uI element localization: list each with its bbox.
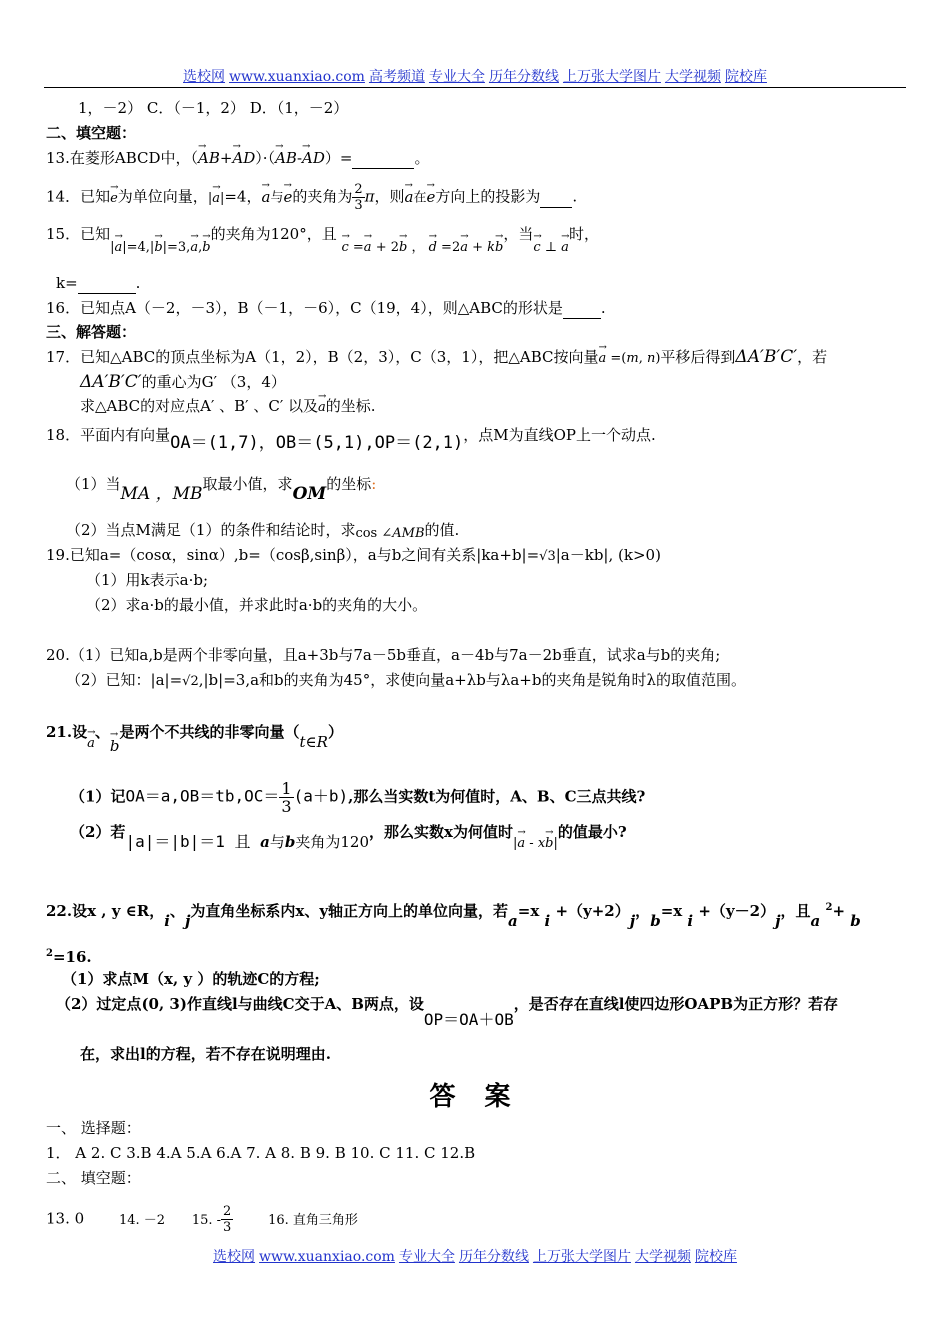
q18-vector-equation: OA＝(1,7)，OB＝(5,1),OP＝(2,1)	[170, 433, 464, 453]
footer-link-photos[interactable]: 上万张大学图片	[532, 1249, 631, 1265]
sqrt-three: √3	[539, 549, 556, 564]
answer-section-choice: 一、 选择题：	[46, 1119, 141, 1137]
question-17-line3	[80, 396, 376, 418]
q14-text-d: 的夹角为	[292, 187, 353, 206]
q13-text-b: ）·（	[255, 149, 276, 167]
question-21-part2: （2）若|a|＝|b|＝1 且 a与b夹角为120，那么实数x为何值时|→ a - x→ b|的值最小?	[70, 822, 627, 844]
header-link-xuanxiao[interactable]: 选校网	[183, 69, 226, 85]
q14-text-e: ，则	[374, 187, 405, 206]
q15-k-line: k= .	[56, 274, 141, 292]
fraction-one-third: $\frac{1}{3}$	[281, 779, 292, 816]
question-21-part1: （1）记OA＝a,OB＝tb,OC＝ $\frac{1}{3}$ (a＋b),那么当实数t为何值时，A、B、C三点共线?	[70, 779, 646, 816]
q21-text-a: 21.设	[46, 723, 88, 741]
question-20-part2	[66, 670, 746, 692]
vector-e: → e	[283, 187, 292, 207]
q17-text-a: 17．已知△ABC的顶点坐标为A（1，2），B（2，3），C（3，1），把△ABC按向量	[46, 348, 599, 366]
vector-ad: → AD	[232, 148, 255, 168]
vector-e: → e	[426, 187, 435, 207]
q15-text-c: ，当	[503, 225, 534, 243]
answer-blank[interactable]	[78, 273, 136, 294]
header-link-majors[interactable]: 专业大全	[428, 69, 485, 85]
q15-k-label: k=	[56, 274, 78, 292]
fraction-two-thirds: $\frac{2}{3}$	[223, 1204, 232, 1235]
answer-16: 16. 直角三角形	[268, 1212, 358, 1228]
answer-13: 13. 0	[46, 1209, 85, 1228]
pi-symbol: π	[364, 187, 375, 206]
q21-text-f: （2）若	[70, 823, 126, 841]
answer-blank[interactable]	[352, 148, 414, 169]
q21-text-d: （1）记	[70, 787, 126, 806]
q21-text-h: 的值最小?	[557, 823, 627, 841]
question-17-line2: ΔA′B′C′的重心为G′ （3，4）	[80, 372, 286, 392]
choice-tail: 1，－2） C．（－1，2） D．（1，－2）	[78, 99, 349, 117]
vector-a: → a	[318, 398, 326, 418]
q21-text-e: ,那么当实数t为何值时，A、B、C三点共线?	[348, 787, 646, 806]
q19-text-a: 19.已知a=（cosα，sinα）,b=（cosβ,sinβ），a与b之间有关系|ka+b|=	[46, 546, 540, 564]
answer-15: 15. -	[191, 1212, 222, 1228]
question-13: 13.在菱形ABCD中，（→ AB+→ AD）·（→ AB-→ AD）= 。	[46, 148, 429, 169]
q18-text-e: 的坐标	[326, 475, 372, 493]
q21-text-c: ）	[327, 723, 343, 741]
question-17: 17．已知△ABC的顶点坐标为A（1，2），B（2，3），C（3，1），把△ABC按向量→ a =(m, n)平移后得到ΔA′B′C′，若	[46, 347, 827, 369]
q18-text-f: （2）当点M满足（1）的条件和结论时，求	[66, 521, 356, 539]
answer-blank[interactable]	[563, 298, 601, 319]
answer-blank-values	[46, 1204, 358, 1235]
q18-text-c: （1）当	[66, 475, 121, 493]
q17-text-b: 平移后得到	[660, 348, 736, 366]
page-footer	[0, 1246, 950, 1266]
answer-title: 答 案	[429, 1082, 521, 1112]
q15-text-b: 的夹角为120°，且	[210, 225, 337, 243]
vector-ab: → AB	[198, 148, 220, 168]
header-link-videos[interactable]: 大学视频	[664, 69, 721, 85]
header-rule	[44, 87, 906, 88]
header-link-photos[interactable]: 上万张大学图片	[562, 69, 661, 85]
q15-text-a: 15．已知	[46, 225, 111, 243]
question-22-part2	[56, 994, 839, 1029]
q17-text-f: 的坐标.	[325, 397, 376, 415]
q18-text-g: 的值.	[424, 521, 460, 539]
fraction-two-thirds: $\frac{2}{3}$	[354, 182, 363, 213]
q13-text-c: ）=	[324, 149, 353, 167]
q21-text-b: 是两个不共线的非零向量（	[119, 723, 300, 741]
question-22-part1: （1）求点M（x, y ）的轨迹C的方程;	[62, 970, 320, 988]
vector-ab: → AB	[275, 148, 297, 168]
q22-text-a: 22.设x , y ∈R，	[46, 902, 165, 920]
sqrt-two: √2	[182, 674, 199, 689]
question-19-part1: （1）用k表示a·b;	[86, 571, 209, 589]
question-15: 15．已知|→ a|=4,|→ b|=3,→ a,→ b的夹角为120°，且 → c =→ a + 2→ b ， → d =2→ a + k→ b，当→ c ⊥ → a时，	[46, 224, 599, 246]
q22-vector-equation: OP＝OA＋OB	[423, 1010, 514, 1029]
q18-text-b: ，点M为直线OP上一个动点.	[463, 426, 656, 444]
q22-text-f: ，是否存在直线l使四边形OAPB为正方形？若存	[513, 995, 839, 1013]
header-link-gaokao[interactable]: 高考频道	[368, 69, 425, 85]
question-22-line4: 在，求出l的方程，若不存在说明理由.	[80, 1045, 331, 1063]
q22-text-e: （2）过定点(0, 3)作直线l与曲线C交于A、B两点，设	[56, 995, 424, 1013]
footer-link-majors[interactable]: 专业大全	[398, 1249, 455, 1265]
footer-link-videos[interactable]: 大学视频	[634, 1249, 691, 1265]
q13-text-d: 。	[414, 149, 430, 167]
vector-e: → e	[110, 189, 118, 209]
question-14: 14．已知→ e为单位向量，|→ a|=4，→ a与→ e的夹角为 $\frac{2}{3}$ π，则→ a在→ e方向上的投影为 .	[46, 182, 577, 213]
footer-link-colleges[interactable]: 院校库	[694, 1249, 737, 1265]
q18-text-d: 取最小值，求	[202, 475, 293, 493]
footer-link-scores[interactable]: 历年分数线	[458, 1249, 529, 1265]
question-19	[46, 545, 661, 567]
q22-text-c: =16.	[52, 948, 92, 966]
vector-ad: → AD	[302, 148, 325, 168]
header-link-scores[interactable]: 历年分数线	[488, 69, 559, 85]
question-22: 22.设x , y ∈R，i、j为直角坐标系内x、y轴正方向上的单位向量，若a=x i +（y+2）j，b=x i +（y－2）j，且a $^2$+ b	[46, 902, 861, 930]
footer-link-xuanxiao[interactable]: 选校网	[213, 1249, 256, 1265]
page-header	[0, 66, 950, 86]
q14-text-f: 方向上的投影为	[435, 187, 541, 206]
header-link-colleges[interactable]: 院校库	[724, 69, 767, 85]
vector-a: → a	[261, 187, 270, 207]
q20-text-b: （2）已知：|a|=	[66, 671, 183, 689]
question-21: 21.设→ a、→ b是两个不共线的非零向量（t∈R）	[46, 722, 343, 744]
question-18-part2: （2）当点M满足（1）的条件和结论时，求cos ∠AMB的值.	[66, 521, 460, 541]
footer-link-url[interactable]: www.xuanxiao.com	[259, 1249, 395, 1265]
question-18-part1: （1）当MA ，MB取最小值，求OM的坐标:	[66, 475, 377, 504]
answer-blank[interactable]	[540, 187, 572, 208]
answer-14: 14. －2	[118, 1212, 166, 1228]
q18-text-a: 18．平面内有向量	[46, 426, 171, 444]
q17-text-e: 求△ABC的对应点A′ 、B′ 、C′ 以及	[80, 397, 319, 415]
q20-text-c: ,|b|=3,a和b的夹角为45°，求使向量a+λb与λa+b的夹角是锐角时λ的取值范围。	[198, 671, 746, 689]
answer-choice-values: 1． A 2. C 3.B 4.A 5.A 6.A 7. A 8. B 9. B 10. C 11. C 12.B	[46, 1144, 476, 1162]
q14-text-c: =4，	[224, 187, 262, 206]
q15-text-d: 时，	[568, 225, 599, 243]
q14-text-a: 14．已知	[46, 187, 111, 206]
q22-text-b: 为直角坐标系内x、y轴正方向上的单位向量，若	[190, 902, 509, 920]
answer-section-blank: 二、 填空题：	[46, 1169, 141, 1187]
question-22-line2: $^2$=16.	[46, 948, 92, 966]
q17-text-d: 的重心为G′ （3，4）	[141, 373, 286, 391]
section-solve: 三、解答题：	[46, 323, 137, 341]
question-19-part2: （2）求a·b的最小值，并求此时a·b的夹角的大小。	[86, 596, 428, 614]
q21-text-g: ，那么实数x为何值时	[369, 823, 513, 841]
question-20: 20.（1）已知a,b是两个非零向量，且a+3b与7a－5b垂直，a－4b与7a－2b垂直，试求a与b的夹角;	[46, 646, 721, 664]
q16-text: 16．已知点A（－2，－3），B（－1，－6），C（19，4），则△ABC的形状是	[46, 299, 563, 317]
question-16: 16．已知点A（－2，－3），B（－1，－6），C（19，4），则△ABC的形状是 .	[46, 299, 606, 317]
header-link-url[interactable]: www.xuanxiao.com	[229, 69, 365, 85]
vector-a: → a	[405, 187, 414, 207]
question-18	[46, 425, 656, 453]
q14-text-b: 为单位向量，	[117, 187, 208, 206]
q17-text-c: ，若	[797, 348, 828, 366]
q19-text-b: |a－kb|, (k>0)	[555, 546, 661, 564]
q13-text-a: 13.在菱形ABCD中，（	[46, 149, 198, 167]
section-fill-blank: 二、填空题：	[46, 124, 137, 142]
